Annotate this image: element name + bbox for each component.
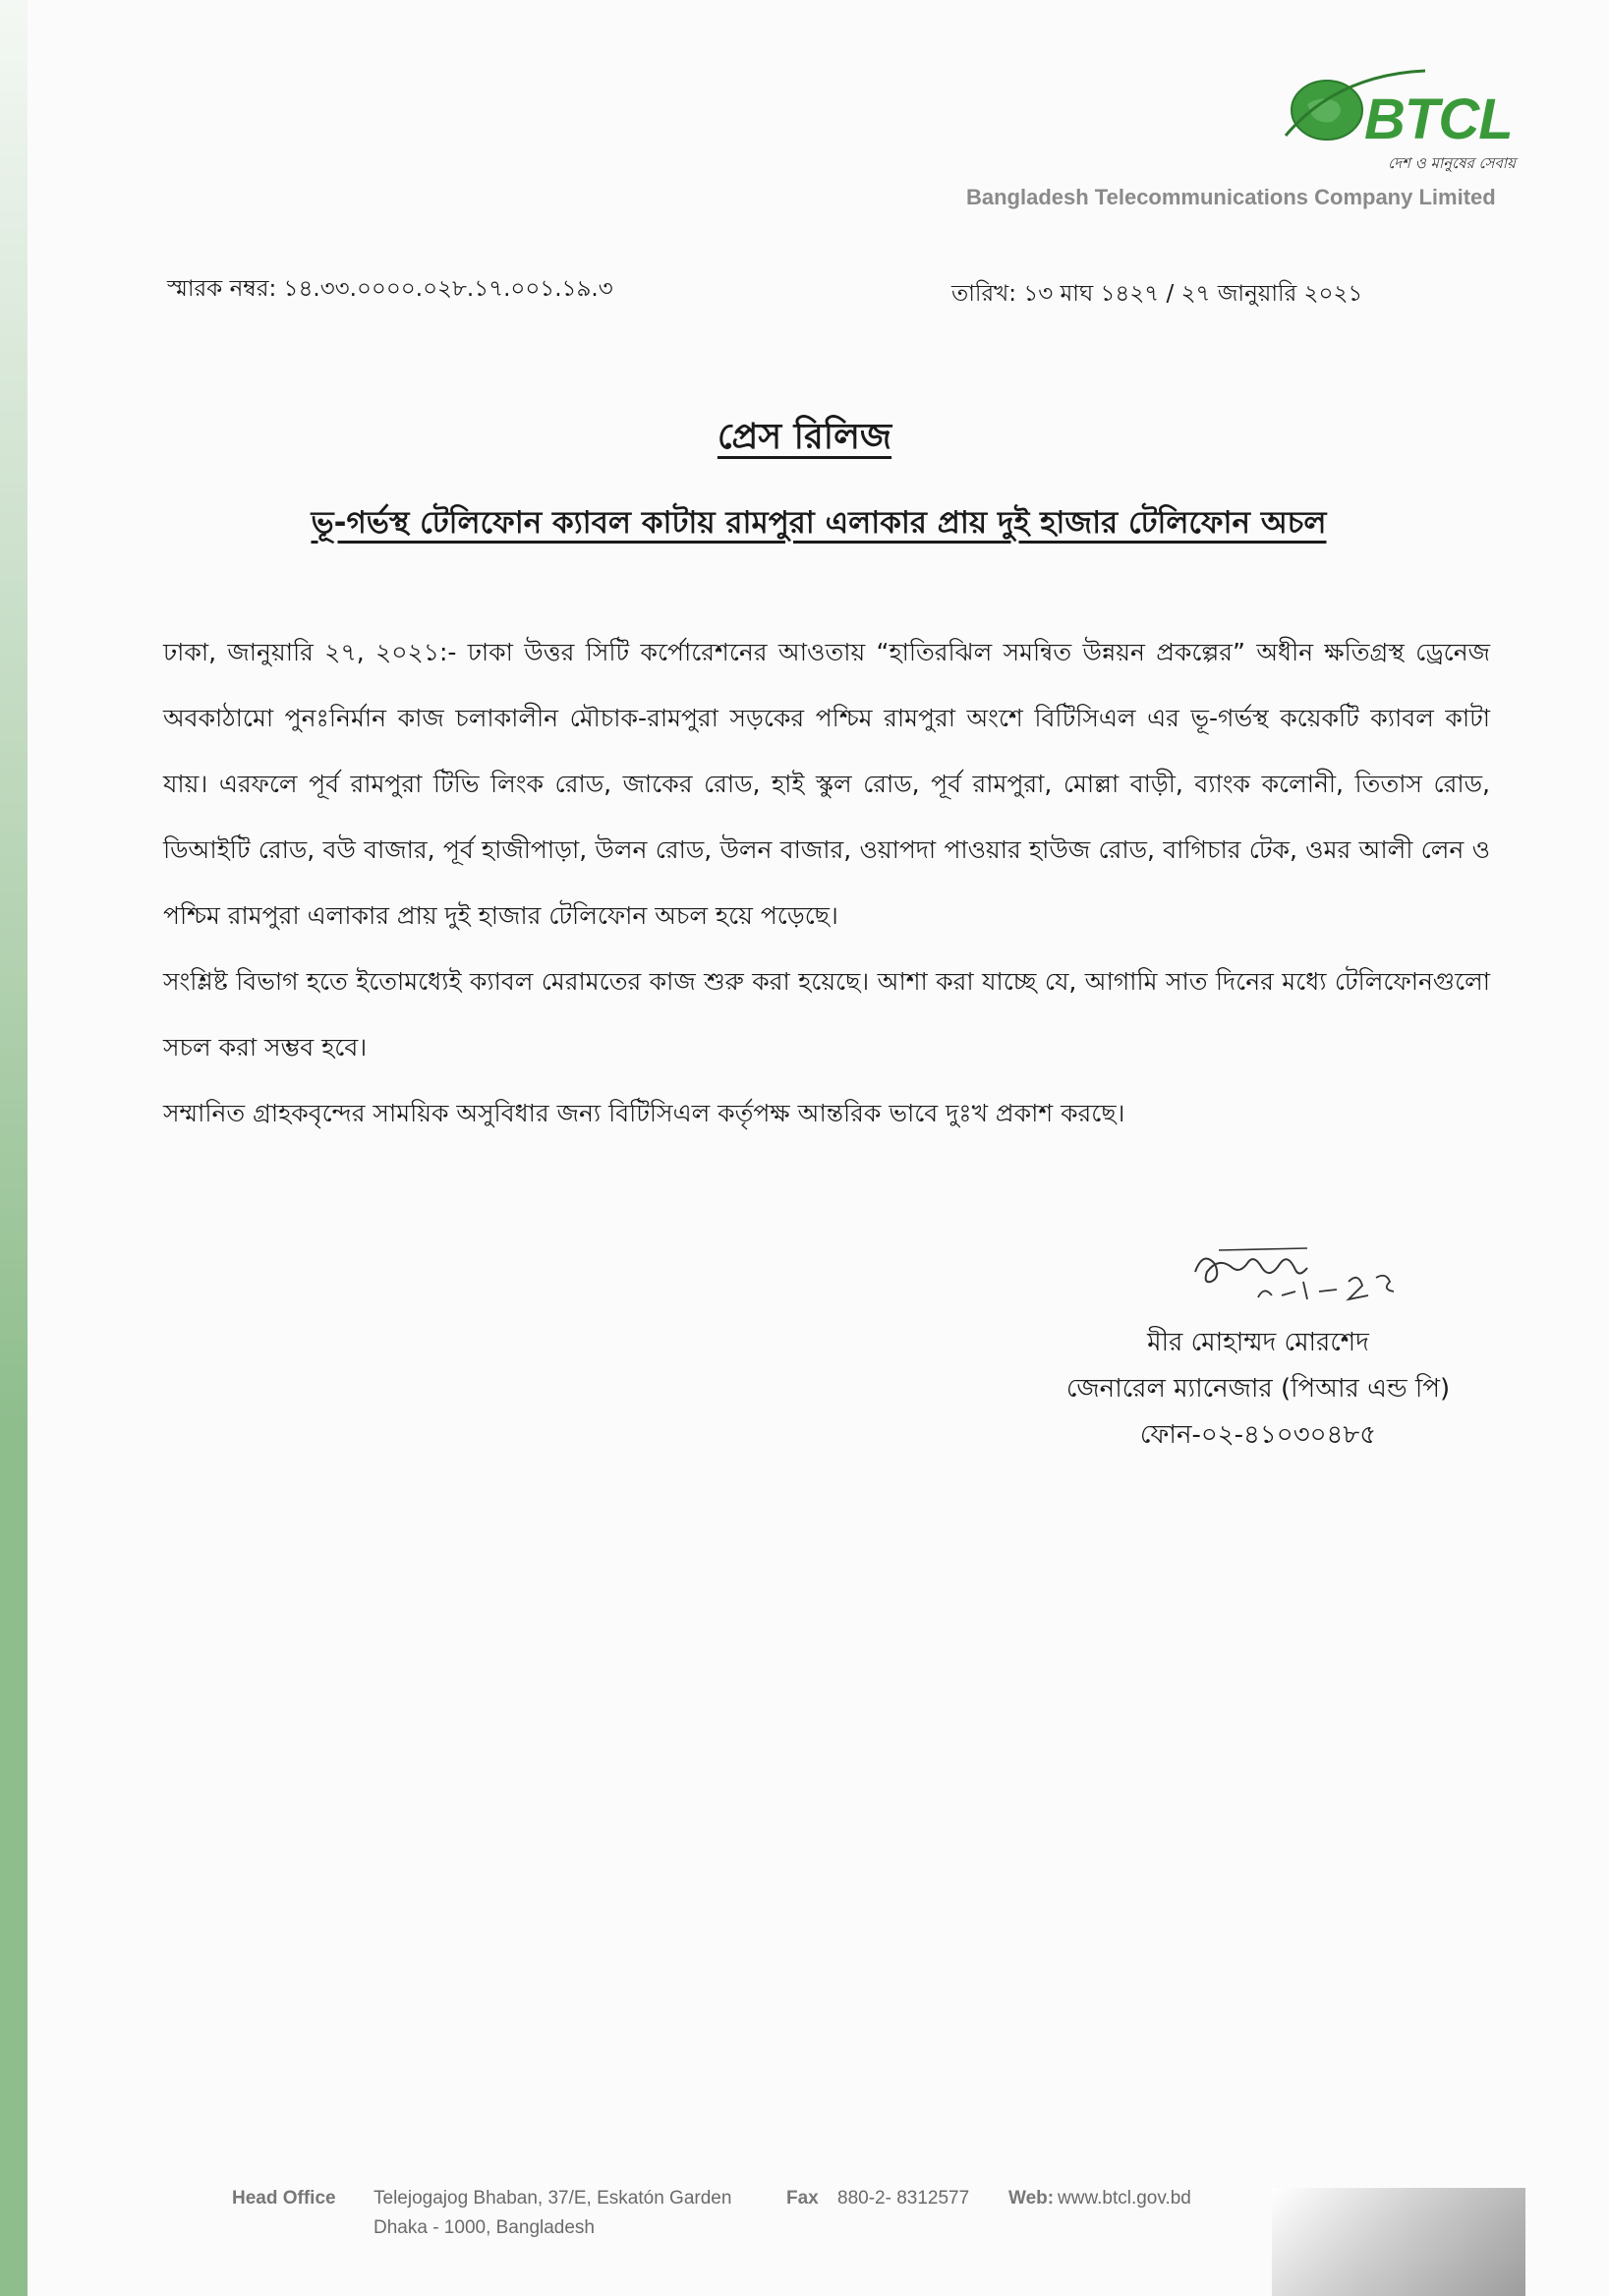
footer-web-label: Web: (1008, 2188, 1055, 2209)
press-release-title: প্রেস রিলিজ (717, 417, 892, 457)
grey-corner-block (1272, 2188, 1525, 2296)
signatory-phone: ফোন-০২-৪১০৩০৪৮৫ (1139, 1420, 1377, 1450)
footer-fax-label: Fax (786, 2188, 819, 2209)
handwritten-signature (1189, 1242, 1445, 1311)
green-side-bar (0, 0, 28, 2296)
body-paragraph-1: ঢাকা, জানুয়ারি ২৭, ২০২১:- ঢাকা উত্তর সিটি কর্পোরেশনের আওতায় “হাতিরঝিল সমন্বিত উন্নয়ন প্রকল্পের” অধীন ক্ষতিগ্রস্থ ড্রেনেজ অবকাঠামো পুনঃনির্মান কাজ চলাকালীন মৌচাক-রামপুরা সড়কের পশ্চিম রামপুরা অংশে বিটিসিএল এর ভূ-গর্ভস্থ কয়েকটি ক্যাবল কাটা যায়। এরফলে পূর্ব রামপুরা টিভি লিংক রোড, জাকের রোড, হাই স্কুল রোড, পূর্ব রামপুরা, মোল্লা বাড়ী, ব্যাংক কলোনী, তিতাস রোড, ডিআইটি রোড, বউ বাজার, পূর্ব হাজীপাড়া, উলন রোড, উলন বাজার, ওয়াপদা পাওয়ার হাউজ রোড, বাগিচার টেক, ওমর আলী লেন ও পশ্চিম রামপুরা এলাকার প্রায় দুই হাজার টেলিফোন অচল হয়ে পড়েছে। (163, 638, 1490, 930)
footer-head-office-label: Head Office (232, 2188, 336, 2209)
body-paragraph-3: সম্মানিত গ্রাহকবৃন্দের সাময়িক অসুবিধার জন্য বিটিসিএল কর্তৃপক্ষ আন্তরিক ভাবে দুঃখ প্রকাশ করছে। (163, 1099, 1125, 1127)
press-release-body (163, 619, 1490, 1146)
press-release-title-wrap (0, 410, 1609, 469)
footer-web-link[interactable]: www.btcl.gov.bd (1058, 2188, 1191, 2209)
footer-address-line1: Telejogajog Bhaban, 37/E, Eskatón Garden (374, 2188, 732, 2209)
signatory-block (1022, 1320, 1494, 1459)
footer-fax-value: 880-2- 8312577 (837, 2188, 970, 2209)
btcl-logo-text: BTCL (1364, 87, 1513, 151)
company-name: Bangladesh Telecommunications Company Limited (966, 185, 1496, 209)
headline: ভূ-গর্ভস্থ টেলিফোন ক্যাবল কাটায় রামপুরা এলাকার প্রায় দুই হাজার টেলিফোন অচল (311, 505, 1327, 541)
signatory-name: মীর মোহাম্মদ মোরশেদ (1147, 1328, 1369, 1357)
footer-address (374, 2184, 731, 2243)
memo-number: স্মারক নম্বর: ১৪.৩৩.০০০০.০২৮.১৭.০০১.১৯.৩ (167, 276, 613, 302)
headline-wrap (254, 499, 1384, 550)
document-date: তারিখ: ১৩ মাঘ ১৪২৭ / ২৭ জানুয়ারি ২০২১ (951, 281, 1363, 307)
body-paragraph-2: সংশ্লিষ্ট বিভাগ হতে ইতোমধ্যেই ক্যাবল মেরামতের কাজ শুরু করা হয়েছে। আশা করা যাচ্ছে যে, আগামি সাত দিনের মধ্যে টেলিফোনগুলো সচল করা সম্ভব হবে। (163, 967, 1490, 1062)
signatory-designation: জেনারেল ম্যানেজার (পিআর এন্ড পি) (1065, 1374, 1451, 1404)
footer-address-line2: Dhaka - 1000, Bangladesh (374, 2217, 595, 2238)
logo-tagline: দেশ ও মানুষের সেবায় (1388, 154, 1516, 172)
